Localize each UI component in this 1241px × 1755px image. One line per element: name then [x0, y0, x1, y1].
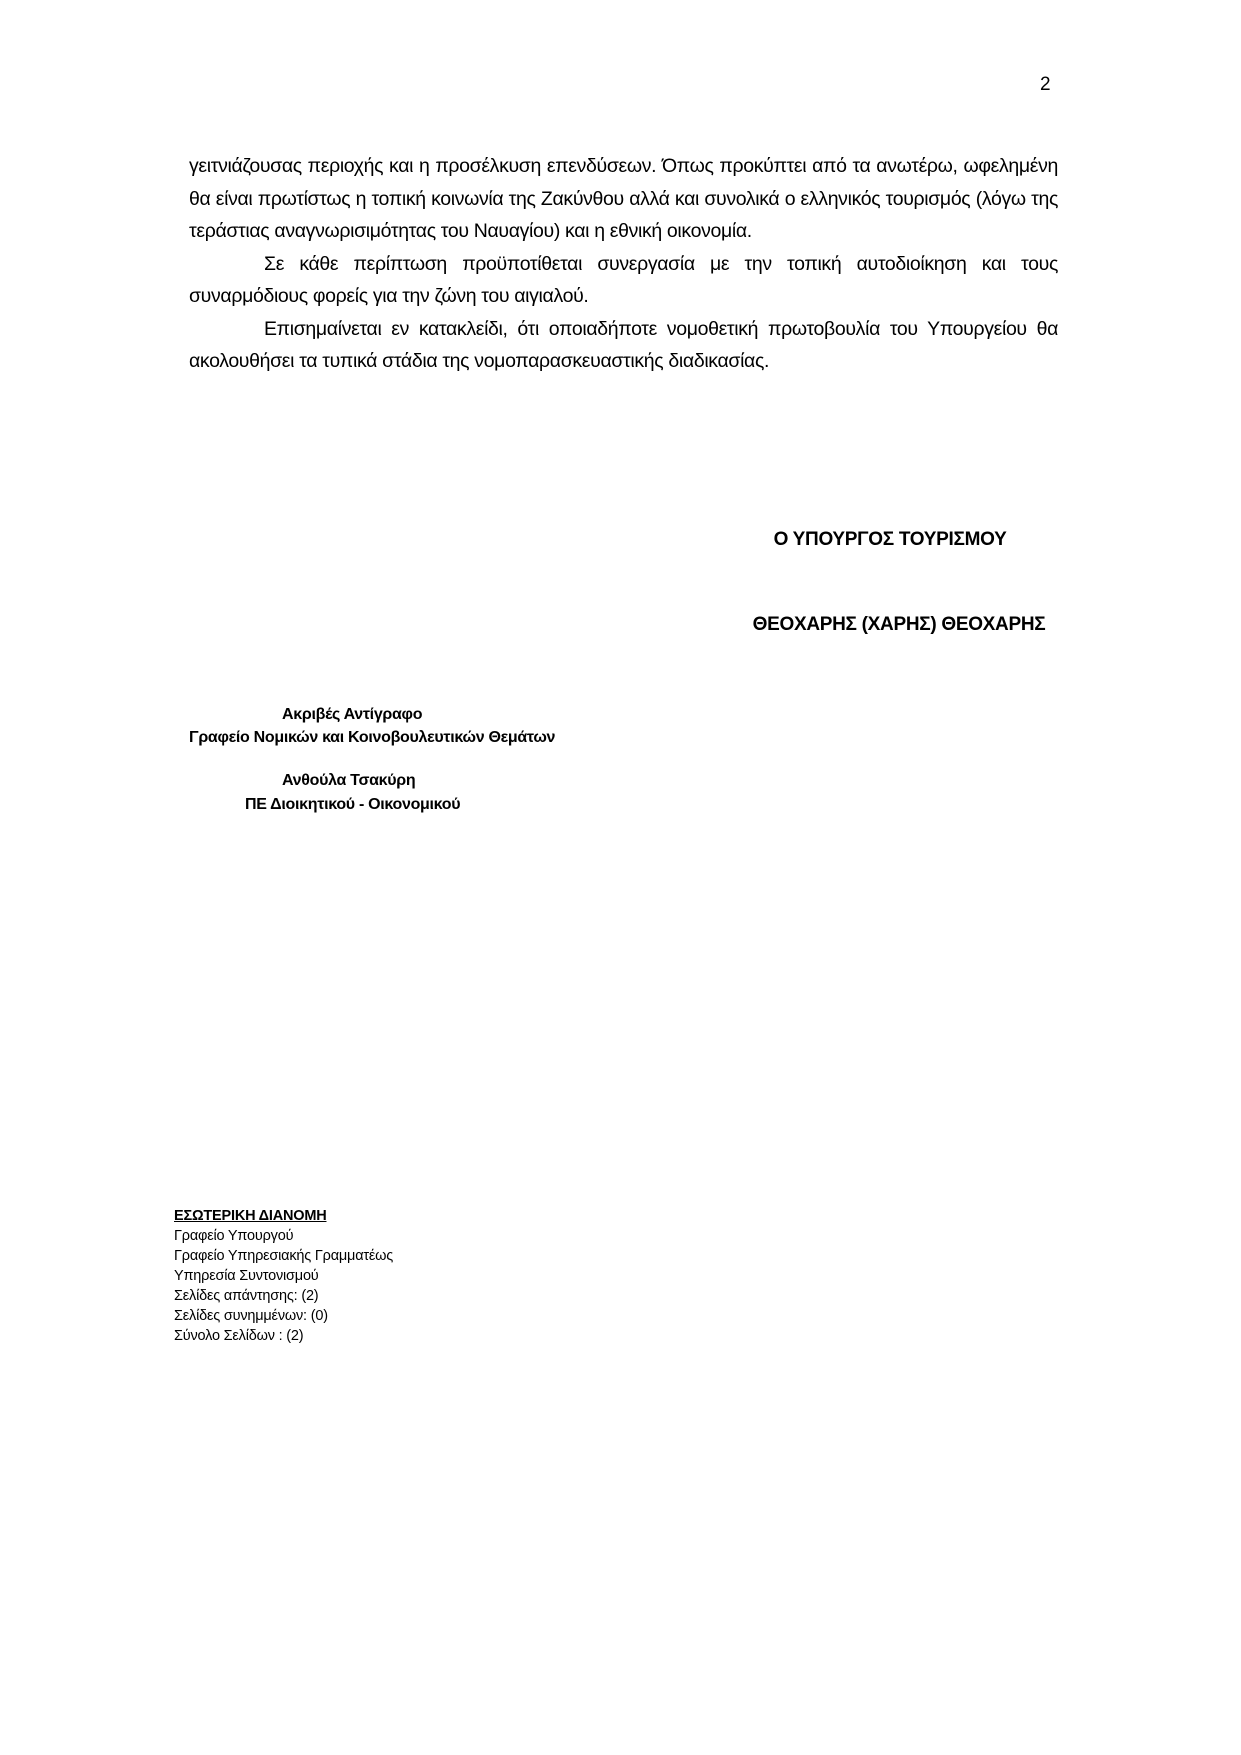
distribution-item: Σελίδες απάντησης: (2)	[174, 1288, 319, 1304]
distribution-item: Γραφείο Υπουργού	[174, 1228, 294, 1244]
paragraph: Σε κάθε περίπτωση προϋποτίθεται συνεργασία με την τοπική αυτοδιοίκηση και τους συναρμόδιους φορείς για την ζώνη του αιγιαλού.	[189, 252, 1058, 307]
distribution-item: Σύνολο Σελίδων : (2)	[174, 1328, 304, 1344]
distribution-item: Υπηρεσία Συντονισμού	[174, 1268, 319, 1284]
certified-copy-office: Γραφείο Νομικών και Κοινοβουλευτικών Θεμάτων	[189, 729, 556, 746]
internal-distribution	[174, 1206, 393, 1346]
certified-copy-role: ΠΕ Διοικητικού - Οικονομικού	[245, 796, 461, 813]
signature-title: Ο ΥΠΟΥΡΓΟΣ ΤΟΥΡΙΣΜΟΥ	[773, 529, 1007, 550]
body-text	[189, 150, 1058, 378]
certified-copy-label: Ακριβές Αντίγραφο	[282, 706, 423, 723]
distribution-header: ΕΣΩΤΕΡΙΚΗ ΔΙΑΝΟΜΗ	[174, 1208, 327, 1224]
certified-copy-name: Ανθούλα Τσακύρη	[282, 772, 416, 789]
page-number: 2	[1040, 74, 1051, 95]
distribution-item: Σελίδες συνημμένων: (0)	[174, 1308, 328, 1324]
paragraph: Επισημαίνεται εν κατακλείδι, ότι οποιαδήποτε νομοθετική πρωτοβουλία του Υπουργείου θα ακολουθήσει τα τυπικά στάδια της νομοπαρασκευαστικής διαδικασίας.	[189, 317, 1058, 372]
distribution-item: Γραφείο Υπηρεσιακής Γραμματέως	[174, 1248, 394, 1264]
signature-name: ΘΕΟΧΑΡΗΣ (ΧΑΡΗΣ) ΘΕΟΧΑΡΗΣ	[752, 614, 1046, 635]
paragraph: γειτνιάζουσας περιοχής και η προσέλκυση επενδύσεων. Όπως προκύπτει από τα ανωτέρω, ωφελημένη θα είναι πρωτίστως η τοπική κοινωνία της Ζακύνθου αλλά και συνολικά ο ελληνικός τουρισμός (λόγω της τεράστιας αναγνωρισιμότητας του Ναυαγίου) και η εθνική οικονομία.	[189, 155, 1058, 242]
